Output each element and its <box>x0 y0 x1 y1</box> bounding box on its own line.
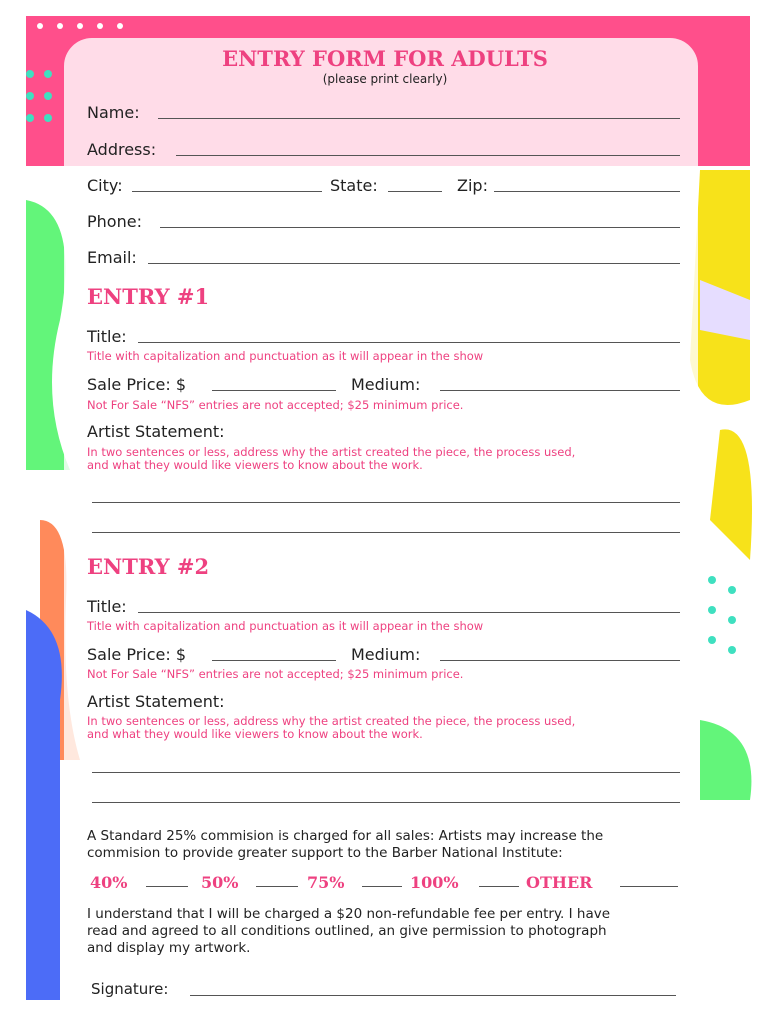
agreement-text-3: and display my artwork. <box>87 940 251 956</box>
zip-label: Zip: <box>457 176 488 195</box>
signature-field[interactable] <box>190 995 676 996</box>
entry-1-title-note: Title with capitalization and punctuation as it will appear in the show <box>87 349 484 363</box>
green-shape-2 <box>700 720 751 800</box>
entry-2-medium-field[interactable] <box>440 660 680 661</box>
entry-2-statement-line-1[interactable] <box>92 772 680 773</box>
entry-2-title-note: Title with capitalization and punctuation as it will appear in the show <box>87 619 484 633</box>
entry-2-medium-label: Medium: <box>351 645 421 664</box>
entry-1-medium-label: Medium: <box>351 375 421 394</box>
agreement-text-2: read and agreed to all conditions outlined, an give permission to photograph <box>87 923 607 939</box>
phone-field[interactable] <box>160 227 680 228</box>
commission-option-75-field[interactable] <box>362 886 402 887</box>
signature-label: Signature: <box>91 980 169 998</box>
commission-text-2: commision to provide greater support to the Barber National Institute: <box>87 845 563 861</box>
entry-2-statement-label: Artist Statement: <box>87 692 225 711</box>
entry-1-price-field[interactable] <box>212 390 336 391</box>
commission-option-75: 75% <box>307 873 345 892</box>
entry-2-statement-note-1: In two sentences or less, address why the artist created the piece, the process used, <box>87 714 576 728</box>
zip-field[interactable] <box>494 191 680 192</box>
commission-option-100: 100% <box>410 873 459 892</box>
commission-option-other-field[interactable] <box>620 886 678 887</box>
entry-1-title-label: Title: <box>87 327 127 346</box>
blue-shape <box>26 610 62 1000</box>
entry-2-statement-note-2: and what they would like viewers to know about the work. <box>87 727 423 741</box>
entry-1-heading: ENTRY #1 <box>87 284 210 309</box>
teal-dots-right <box>708 576 736 654</box>
entry-1-price-note: Not For Sale “NFS” entries are not accepted; $25 minimum price. <box>87 398 464 412</box>
email-label: Email: <box>87 248 137 267</box>
commission-option-50-field[interactable] <box>256 886 298 887</box>
form-card <box>64 38 698 1010</box>
yellow-shape <box>690 170 750 405</box>
entry-1-statement-note-2: and what they would like viewers to know about the work. <box>87 458 423 472</box>
commission-option-50: 50% <box>201 873 239 892</box>
email-field[interactable] <box>148 263 680 264</box>
entry-2-heading: ENTRY #2 <box>87 554 210 579</box>
city-label: City: <box>87 176 123 195</box>
entry-1-statement-note-1: In two sentences or less, address why the artist created the piece, the process used, <box>87 445 576 459</box>
form-title: ENTRY FORM FOR ADULTS <box>222 46 548 71</box>
entry-2-title-field[interactable] <box>138 612 680 613</box>
entry-1-statement-line-1[interactable] <box>92 502 680 503</box>
phone-label: Phone: <box>87 212 142 231</box>
address-label: Address: <box>87 140 157 159</box>
commission-option-40-field[interactable] <box>146 886 188 887</box>
commission-option-40: 40% <box>90 873 128 892</box>
entry-2-price-note: Not For Sale “NFS” entries are not accepted; $25 minimum price. <box>87 667 464 681</box>
entry-2-price-label: Sale Price: $ <box>87 645 187 664</box>
address-field[interactable] <box>176 155 680 156</box>
commission-text-1: A Standard 25% commision is charged for all sales: Artists may increase the <box>87 828 604 844</box>
state-label: State: <box>330 176 378 195</box>
entry-2-statement-line-2[interactable] <box>92 802 680 803</box>
entry-2-title-label: Title: <box>87 597 127 616</box>
entry-1-statement-line-2[interactable] <box>92 532 680 533</box>
commission-option-100-field[interactable] <box>479 886 519 887</box>
yellow-shape-2 <box>710 429 752 560</box>
entry-1-statement-label: Artist Statement: <box>87 422 225 441</box>
name-field[interactable] <box>158 118 680 119</box>
state-field[interactable] <box>388 191 442 192</box>
entry-1-medium-field[interactable] <box>440 390 680 391</box>
agreement-text-1: I understand that I will be charged a $20 non-refundable fee per entry. I have <box>87 906 611 922</box>
commission-option-other: OTHER <box>526 873 593 892</box>
form-subtitle: (please print clearly) <box>322 72 448 86</box>
city-field[interactable] <box>132 191 322 192</box>
entry-1-title-field[interactable] <box>138 342 680 343</box>
entry-1-price-label: Sale Price: $ <box>87 375 187 394</box>
name-label: Name: <box>87 103 140 122</box>
entry-2-price-field[interactable] <box>212 660 336 661</box>
